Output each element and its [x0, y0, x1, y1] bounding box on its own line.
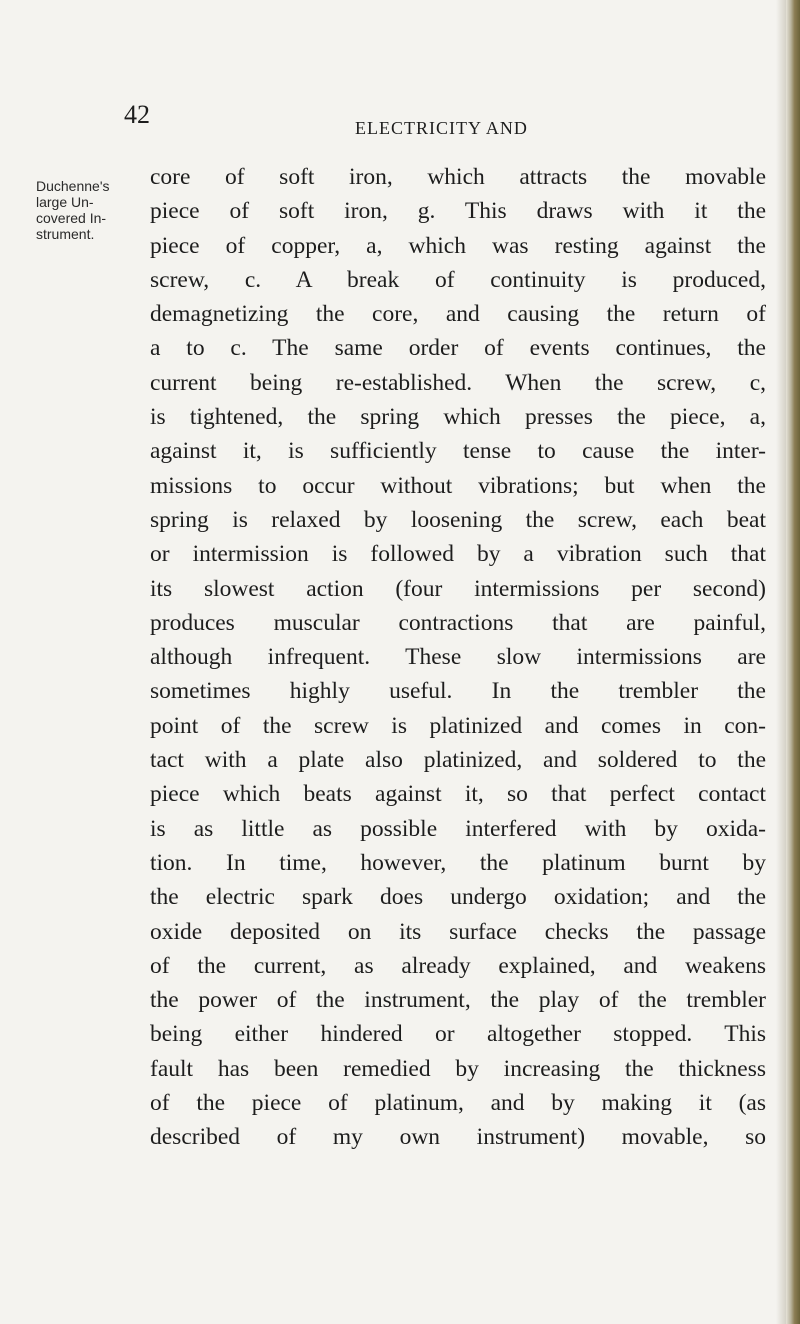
text-line: against it, is sufficiently tense to cause the inter- — [150, 438, 766, 465]
text-line: is as little as possible interfered with by oxida- — [150, 815, 766, 842]
page-edge — [786, 0, 800, 1324]
text-line: tact with a plate also platinized, and soldered to the — [150, 747, 766, 774]
text-line: the electric spark does undergo oxidation; and the — [150, 884, 766, 911]
text-line: piece which beats against it, so that perfect contact — [150, 781, 766, 808]
text-line: point of the screw is platinized and comes in con- — [150, 712, 766, 739]
text-line: is tightened, the spring which presses the piece, a, — [150, 404, 766, 431]
text-line: of the current, as already explained, and weakens — [150, 952, 766, 979]
text-line: a to c. The same order of events continues, the — [150, 335, 766, 362]
text-line: being either hindered or altogether stopped. This — [150, 1021, 766, 1048]
page-edge-shadow — [776, 0, 786, 1324]
text-line: oxide deposited on its surface checks the passage — [150, 918, 766, 945]
text-line: demagnetizing the core, and causing the return of — [150, 301, 766, 328]
margin-note-line: strument. — [36, 226, 95, 242]
margin-note — [36, 178, 146, 242]
text-line: piece of soft iron, g. This draws with it the — [150, 198, 766, 225]
text-line: screw, c. A break of continuity is produced, — [150, 266, 766, 293]
text-line: tion. In time, however, the platinum burnt by — [150, 849, 766, 876]
margin-note-line: Duchenne's — [36, 178, 110, 194]
text-line: sometimes highly useful. In the trembler the — [150, 678, 766, 705]
text-line: fault has been remedied by increasing the thickness — [150, 1055, 766, 1082]
text-line: of the piece of platinum, and by making it (as — [150, 1090, 766, 1117]
text-line: although infrequent. These slow intermissions are — [150, 644, 766, 671]
text-line: spring is relaxed by loosening the screw, each beat — [150, 506, 766, 533]
text-line: its slowest action (four intermissions per second) — [150, 575, 766, 602]
text-line: current being re-established. When the screw, c, — [150, 369, 766, 396]
running-head: ELECTRICITY AND — [355, 118, 528, 138]
body-text — [150, 160, 766, 1155]
text-line: the power of the instrument, the play of the trembler — [150, 987, 766, 1014]
text-line: produces muscular contractions that are painful, — [150, 609, 766, 636]
text-line: described of my own instrument) movable, so — [150, 1124, 766, 1151]
margin-note-line: covered In- — [36, 210, 107, 226]
text-line: missions to occur without vibrations; but when the — [150, 472, 766, 499]
page-number: 42 — [124, 100, 150, 129]
text-line: core of soft iron, which attracts the movable — [150, 164, 766, 190]
margin-note-line: large Un- — [36, 194, 94, 210]
text-line: or intermission is followed by a vibration such that — [150, 541, 766, 568]
text-line: piece of copper, a, which was resting against the — [150, 232, 766, 259]
